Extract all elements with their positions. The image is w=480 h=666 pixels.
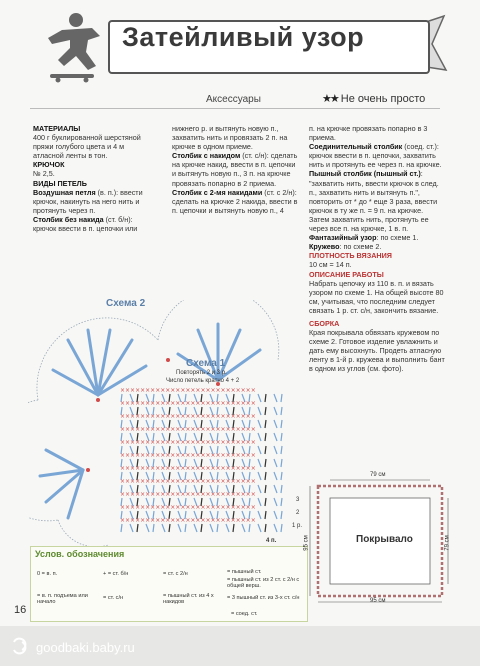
stitch-symbol	[265, 459, 266, 467]
stitch-row-marks: ×××××××××××××××××××××××××××	[120, 426, 256, 433]
stitch-row-marks: ×××××××××××××××××××××××××××	[120, 517, 256, 524]
stitch-symbol	[146, 524, 149, 532]
stitch-symbol	[281, 407, 282, 415]
stitch-symbol	[265, 420, 266, 428]
lace-text: Кружево: по схеме 2.	[309, 242, 382, 252]
stitch-symbol	[137, 524, 138, 532]
row-label-3: 3	[296, 497, 300, 503]
legend-item-sc: + = ст. б/н	[103, 571, 129, 577]
stitch-symbol	[274, 394, 277, 402]
stitch-symbol	[265, 446, 266, 454]
stitch-symbol	[121, 524, 122, 532]
stitch-symbol	[281, 446, 282, 454]
legend-box	[30, 546, 308, 622]
divider	[30, 108, 440, 109]
plan-width-bottom: 95 см	[370, 598, 386, 604]
stitch-symbol	[258, 459, 261, 467]
plan-height-right: 79 см	[444, 535, 451, 551]
stitch-symbol	[258, 498, 261, 506]
watermark-text: goodbaki.baby.ru	[36, 640, 135, 655]
scheme-1-diagram	[116, 386, 294, 534]
stitch-symbol	[265, 472, 266, 480]
stitch-symbol	[281, 420, 282, 428]
hook-heading: КРЮЧОК	[33, 160, 65, 170]
stitch-symbol	[265, 485, 266, 493]
stitch-symbol	[265, 394, 266, 402]
scheme-1-label: Схема 1	[186, 358, 226, 369]
plan-width-top: 79 см	[370, 472, 386, 478]
stitch-symbol	[274, 433, 277, 441]
stitch-symbol	[274, 459, 277, 467]
stitch-row-marks: ×××××××××××××××××××××××××××	[120, 452, 256, 459]
stitch-symbol	[258, 420, 261, 428]
stitch-symbol	[281, 472, 282, 480]
stitch-symbol	[258, 446, 261, 454]
page-number: 16	[14, 604, 27, 616]
col2-text-1: нижнего р. и вытянуть новую п., захватить нить и провязать 2 п. на крючке в одном приеме.	[172, 124, 288, 152]
stitch-symbol	[265, 511, 266, 519]
text-column-3	[309, 124, 445, 374]
stitch-symbol	[258, 511, 261, 519]
stitch-row-marks: ×××××××××××××××××××××××××××	[120, 413, 256, 420]
stitch-symbol	[281, 485, 282, 493]
stitch-types-heading: ВИДЫ ПЕТЕЛЬ	[33, 178, 87, 188]
hook-text: № 2,5.	[33, 169, 55, 179]
density-heading: ПЛОТНОСТЬ ВЯЗАНИЯ	[309, 251, 392, 261]
stitch-symbol	[162, 524, 165, 532]
stitch-symbol	[281, 511, 282, 519]
single-crochet-text: Столбик без накида (ст. б/н): крючок ввести в п. цепочки или	[33, 214, 138, 234]
materials-heading: МАТЕРИАЛЫ	[33, 124, 81, 133]
assembly-heading: СБОРКА	[309, 318, 340, 328]
stitch-row-marks: ×××××××××××××××××××××××××××	[120, 491, 256, 498]
work-description-heading: ОПИСАНИЕ РАБОТЫ	[309, 269, 384, 279]
stitch-symbol	[258, 485, 261, 493]
stitch-symbol	[194, 524, 197, 532]
stitch-symbol	[258, 472, 261, 480]
stitch-row-marks: ×××××××××××××××××××××××××××	[120, 478, 256, 485]
stitch-symbol	[281, 459, 282, 467]
chain-stitch-text: Воздушная петля (в. п.): ввести крючок, накинуть на него нить и протянуть через п.	[33, 187, 143, 215]
stitch-symbol	[217, 524, 218, 532]
legend-item-chain: 0 = в. п.	[37, 571, 58, 577]
skateboarder-silhouette-icon	[48, 13, 100, 83]
stitch-symbol	[153, 524, 154, 532]
row-label-1: 1 р.	[292, 523, 303, 529]
stitch-symbol	[242, 524, 245, 532]
stitch-symbol	[274, 511, 277, 519]
stitch-symbol	[274, 420, 277, 428]
repeat-width-label: 4 п.	[266, 538, 277, 544]
col3-text-1: п. на крючке провязать попарно в 3 приема.	[309, 124, 428, 143]
stitch-symbol	[258, 524, 261, 532]
section-name: Аксессуары	[206, 94, 261, 105]
density-text: 10 см = 14 п.	[309, 260, 352, 270]
scheme-2-label: Схема 2	[106, 298, 146, 309]
stitch-symbol	[274, 407, 277, 415]
stitch-symbol	[274, 485, 277, 493]
stitch-symbol	[265, 524, 266, 532]
stitch-symbol	[281, 433, 282, 441]
stitch-symbol	[258, 394, 261, 402]
double-crochet-text: Столбик с накидом (ст. с/н): сделать на крючке накид, ввести в п. цепочки и вытянуть новую п., 3 п. на крючке провязать попарно в 2 приема.	[172, 151, 298, 188]
scheme-1-repeat: Повторять 2 и 3 р.	[176, 370, 227, 376]
difficulty-label: Не очень просто	[340, 93, 426, 105]
stitch-symbol	[265, 498, 266, 506]
stitch-row-marks: ×××××××××××××××××××××××××××	[120, 504, 256, 511]
stitch-symbol	[169, 524, 170, 532]
materials-text: 400 г буклированной шерстяной пряжи голубого цвета и 4 м атласной ленты в тон.	[33, 133, 141, 161]
difficulty-level	[322, 92, 425, 105]
stitch-symbol	[258, 407, 261, 415]
stitch-symbol	[201, 524, 202, 532]
text-column-2	[172, 124, 298, 215]
stitch-symbol	[274, 498, 277, 506]
difficulty-stars-icon: ★★	[322, 93, 338, 105]
legend-item-puff-tr: = пышный ст. из 2 ст. с 2/н с общей верш.	[227, 577, 300, 589]
stitch-row-marks: ×××××××××××××××××××××××××××	[120, 400, 256, 407]
stitch-symbol	[185, 524, 186, 532]
stitch-symbol	[130, 524, 133, 532]
scheme-1-multiple: Число петель кратно 4 + 2	[166, 378, 240, 384]
legend-item-puff-4: = пышный ст. из 4 х накидов	[163, 593, 214, 605]
stitch-symbol	[249, 524, 250, 532]
stitch-symbol	[258, 433, 261, 441]
legend-item-dc: = ст. с/н	[103, 595, 124, 601]
puff-stitch-text: Пышный столбик (пышный ст.): "захватить нить, ввести крючок в след. п., захватить нить и вытянуть п.", повторить от * до * еще 3 раза, ввести крючок в ту же п. = 9 п. на крючке. Затем захватить нить, протянуть ее через все п. на крючке, 1 в. п.	[309, 169, 439, 234]
legend-item-puff-dc: = 3 пышный ст. из 3-х ст. с/н	[227, 595, 300, 601]
legend-item-turning: = в. п. подъема или начало	[37, 593, 88, 605]
stitch-symbol	[281, 498, 282, 506]
treble-crochet-text: Столбик с 2-мя накидами (ст. с 2/н): сделать на крючке 2 накида, ввести в п. цепочки и вытянуть новую п., 4	[172, 187, 298, 215]
stitch-symbol	[281, 394, 282, 402]
text-column-1	[33, 124, 151, 233]
stitch-symbol	[265, 433, 266, 441]
plan-height-left: 95 см	[303, 535, 310, 551]
stitch-symbol	[265, 407, 266, 415]
stitch-symbol	[233, 524, 234, 532]
stitch-symbol	[274, 472, 277, 480]
stitch-row-marks: ×××××××××××××××××××××××××××	[120, 387, 256, 394]
plan-label: Покрывало	[356, 534, 413, 545]
legend-title: Услов. обозначения	[35, 549, 125, 559]
legend-item-puff: = пышный ст.	[227, 569, 262, 575]
stitch-row-marks: ×××××××××××××××××××××××××××	[120, 465, 256, 472]
fancy-pattern-text: Фантазийный узор: по схеме 1.	[309, 233, 419, 243]
legend-item-slip: = соед. ст.	[231, 611, 258, 617]
assembly-text: Края покрывала обвязать кружевом по схеме 2. Готовое изделие увлажнить и дать ему высохнуть. Продеть атласную ленту в 1-й р. кружева и выполнить бант в одном из углов (см. фото).	[309, 328, 445, 374]
stitch-symbol	[226, 524, 229, 532]
stitch-symbol	[210, 524, 213, 532]
stitch-symbol	[274, 446, 277, 454]
legend-item-tr: = ст. с 2/н	[163, 571, 188, 577]
slip-stitch-text: Соединительный столбик (соед. ст.): крючок ввести в п. цепочки, захватить нить и протянуть ее через п. на крючке.	[309, 142, 442, 170]
stitch-symbol	[281, 524, 282, 532]
stitch-symbol	[178, 524, 181, 532]
stitch-row-marks: ×××××××××××××××××××××××××××	[120, 439, 256, 446]
work-description-text: Набрать цепочку из 110 в. п. и вязать узором по схеме 1. На общей высоте 80 см, учитывая, что последним следует связать 1 р. ст. с/н, закончить вязание.	[309, 278, 444, 315]
page-title: Затейливый узор	[122, 22, 365, 52]
row-label-2: 2	[296, 510, 300, 516]
stitch-symbol	[274, 524, 277, 532]
